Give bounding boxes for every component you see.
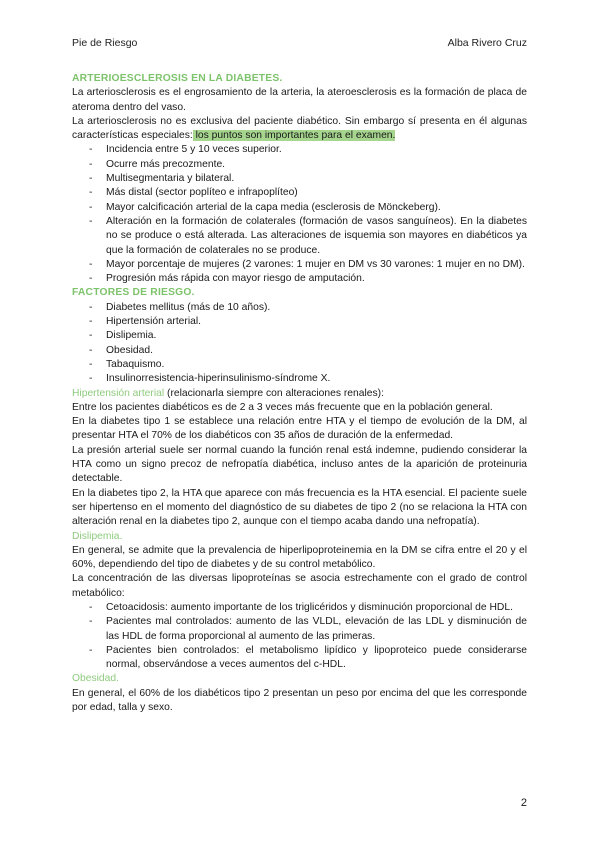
list-item: - Obesidad. xyxy=(106,344,527,358)
list-item: - Pacientes bien controlados: el metabolismo lipídico y lipoproteico puede considerarse normal, observándose a veces aumentos del c-HDL. xyxy=(106,644,527,673)
subsection-title-dislipemia: Dislipemia. xyxy=(72,530,123,542)
list-item: - Mayor porcentaje de mujeres (2 varones: 1 mujer en DM vs 30 varones: 1 mujer en no DM). xyxy=(106,258,527,272)
paragraph: Entre los pacientes diabéticos es de 2 a 3 veces más frecuente que en la población general. xyxy=(72,401,493,413)
paragraph: En la diabetes tipo 2, la HTA que aparece con más frecuencia es la HTA esencial. El paciente suele ser hipertenso en el momento del diagnóstico de su diabetes de tipo 2 (no se relaciona la HTA con alteración renal en la diabetes tipo 2, aunque con el tiempo acaba dando una nefropatía). xyxy=(72,487,527,528)
paragraph: La concentración de las diversas lipoproteínas se asocia estrechamente con el grado de control metabólico: xyxy=(72,573,527,599)
list-item: - Cetoacidosis: aumento importante de los triglicéridos y disminución proporcional de HDL. xyxy=(106,601,527,615)
list-item: - Incidencia entre 5 y 10 veces superior. xyxy=(106,143,527,157)
subsection-title: Hipertensión arterial xyxy=(72,387,165,399)
list-item: - Mayor calcificación arterial de la capa media (esclerosis de Mönckeberg). xyxy=(106,201,527,215)
list-item: - Dislipemia. xyxy=(106,329,527,343)
paragraph: La presión arterial suele ser normal cuando la función renal está indemne, pudiendo considerar la HTA como un signo precoz de nefropatía diabética, incluso antes de la aparición de proteinuria detectable. xyxy=(72,444,527,485)
list-item: - Progresión más rápida con mayor riesgo de amputación. xyxy=(106,272,527,286)
list-item: - Diabetes mellitus (más de 10 años). xyxy=(106,301,527,315)
paragraph: En la diabetes tipo 1 se establece una relación entre HTA y el tiempo de evolución de la DM, al presentar HTA el 70% de los diabéticos con 35 años de duración de la enfermedad. xyxy=(72,416,527,442)
section-title-arterioesclerosis: ARTERIOESCLEROSIS EN LA DIABETES. xyxy=(72,73,283,84)
lipoprotein-list xyxy=(72,601,527,672)
subsection-title-rest: (relacionarla siempre con alteraciones renales): xyxy=(164,387,384,399)
subsection-heading-hta xyxy=(72,387,527,401)
list-item: - Pacientes mal controlados: aumento de las VLDL, elevación de las LDL y disminución de las HDL de forma proporcional al aumento de las primeras. xyxy=(106,615,527,644)
subsection-title-obesidad: Obesidad. xyxy=(72,673,119,685)
paragraph: La arteriosclerosis es el engrosamiento de la arteria, la ateroesclerosis es la formación de placa de ateroma dentro del vaso. xyxy=(72,87,527,113)
list-item: - Alteración en la formación de colaterales (formación de vasos sanguíneos). En la diabetes no se produce o está alterada. Las alteraciones de isquemia son mayores en diabéticos ya que la formación de colaterales no se produce. xyxy=(106,215,527,258)
characteristics-list xyxy=(72,143,527,286)
list-item: - Multisegmentaria y bilateral. xyxy=(106,172,527,186)
highlighted-text: los puntos son importantes para el examen. xyxy=(192,130,396,142)
document-body xyxy=(72,72,527,715)
risk-factors-list xyxy=(72,301,527,387)
list-item: - Tabaquismo. xyxy=(106,358,527,372)
section-title-factores: FACTORES DE RIESGO. xyxy=(72,287,195,299)
header-right: Alba Rivero Cruz xyxy=(447,37,527,49)
page-number: 2 xyxy=(520,797,527,809)
paragraph: En general, el 60% de los diabéticos tipo 2 presentan un peso por encima del que les corresponde por edad, talla y sexo. xyxy=(72,687,527,714)
paragraph: En general, se admite que la prevalencia de hiperlipoproteinemia en la DM se cifra entre el 20 y el 60%, dependiendo del tipo de diabetes y de su control metabólico. xyxy=(72,544,527,571)
list-item: - Ocurre más precozmente. xyxy=(106,158,527,172)
text: La arteriosclerosis no es exclusiva del paciente diabético. Sin embargo sí presenta en él algunas características especiales: xyxy=(72,115,527,142)
list-item: - Insulinorresistencia-hiperinsulinismo-síndrome X. xyxy=(106,372,527,386)
list-item: - Hipertensión arterial. xyxy=(106,315,527,329)
paragraph xyxy=(72,115,527,144)
header-left: Pie de Riesgo xyxy=(72,37,138,49)
list-item: - Más distal (sector poplíteo e infrapoplíteo) xyxy=(106,186,527,200)
